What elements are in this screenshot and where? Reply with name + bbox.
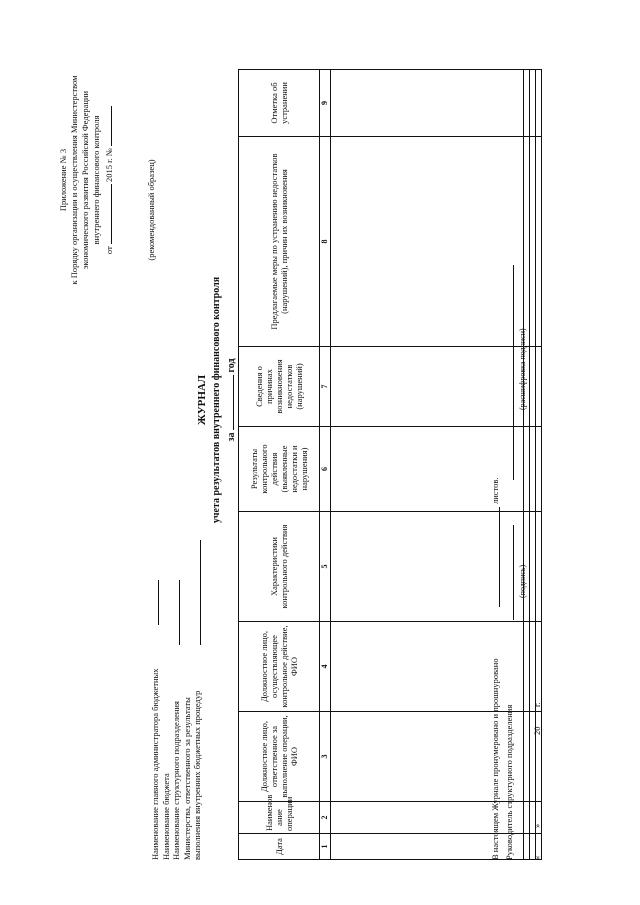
date-year: 2015 г. № xyxy=(104,148,114,183)
col-number: 8 xyxy=(320,137,331,347)
admin-label: Наименование главного администратора бюджетных xyxy=(150,668,160,860)
appendix-line-1: к Порядку организации и осуществления Министерством xyxy=(69,75,79,285)
col-number: 5 xyxy=(320,512,331,622)
col-header: Наименов ание операции xyxy=(239,802,320,834)
subdivision-label: Наименование структурного подразделения xyxy=(171,701,181,860)
col-number: 9 xyxy=(320,70,331,137)
appendix-title: Приложение № 3 xyxy=(58,148,68,212)
numbered-text: В настоящем Журнале пронумеровано и прошнуровано xyxy=(490,658,500,860)
column-number-row xyxy=(320,70,331,860)
journal-heading: ЖУРНАЛ xyxy=(196,374,208,426)
year-prefix: 20 xyxy=(532,726,542,735)
col-number: 2 xyxy=(320,802,331,834)
budget-label: Наименование бюджета xyxy=(160,773,171,860)
col-header: Предлагаемые меры по устранению недостатков (нарушений), причин их возникновения xyxy=(239,137,320,347)
col-header: Результаты контрольного действия (выявленные недостатки и нарушения) xyxy=(239,427,320,512)
appendix-line-3: внутреннего финансового контроля xyxy=(91,115,101,245)
decipher-caption: (расшифровка подписи) xyxy=(518,328,527,410)
col-number: 6 xyxy=(320,427,331,512)
rotated-document xyxy=(20,20,620,860)
journal-period: за год xyxy=(226,358,237,442)
col-header: Должностное лицо, ответственное за выполнение операции, ФИО xyxy=(239,712,320,802)
sheets-label: листов. xyxy=(490,477,500,504)
appendix-date-line xyxy=(103,40,115,320)
signature-caption: (подпись) xyxy=(518,564,527,598)
quote-open: « xyxy=(532,855,542,860)
col-number: 7 xyxy=(320,347,331,427)
table-header-row xyxy=(239,70,320,860)
appendix-header xyxy=(58,40,115,320)
procedures-label: выполнения внутренних бюджетных процедур xyxy=(192,690,202,860)
ministry-label: Министерства, ответственного за результаты xyxy=(181,697,192,860)
col-number: 3 xyxy=(320,712,331,802)
title-block xyxy=(196,270,237,530)
footer-block xyxy=(490,60,546,860)
col-header: Дата xyxy=(239,834,320,860)
col-number: 1 xyxy=(320,834,331,860)
quote-close: » xyxy=(532,823,542,828)
col-header: Характеристики контрольного действия xyxy=(239,512,320,622)
col-header: Должностное лицо, осуществляющее контрольное действие, ФИО xyxy=(239,622,320,712)
sample-note: (рекомендованный образец) xyxy=(146,159,156,261)
year-suffix: г. xyxy=(532,702,542,707)
col-header: Сведения о причинах возникновения недостатков (нарушений) xyxy=(239,347,320,427)
info-block xyxy=(150,460,203,860)
journal-subheading: учета результатов внутреннего финансового контроля xyxy=(211,276,222,524)
col-number: 4 xyxy=(320,622,331,712)
col-header: Отметка об устранении xyxy=(239,70,320,137)
date-prefix: от xyxy=(104,246,114,255)
head-label: Руководитель структурного подразделения xyxy=(504,704,514,860)
appendix-line-2: экономического развития Российской Федерации xyxy=(80,90,90,270)
